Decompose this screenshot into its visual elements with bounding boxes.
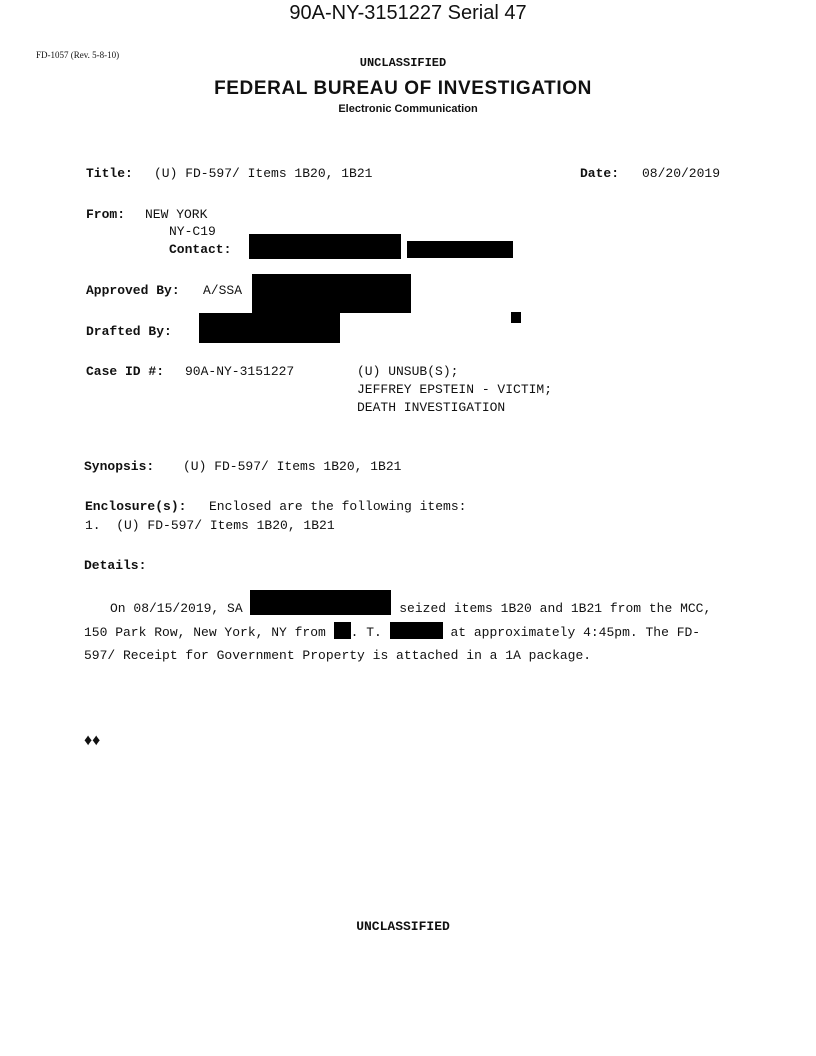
redaction-drafter <box>199 313 340 343</box>
drafted-by-label: Drafted By: <box>86 324 172 339</box>
contact-label: Contact: <box>169 242 232 257</box>
date-value: 08/20/2019 <box>642 166 721 181</box>
enclosures-intro: Enclosed are the following items: <box>209 499 467 514</box>
redaction-contact-name <box>249 234 401 259</box>
synopsis-label: Synopsis: <box>84 459 155 474</box>
redaction-approver <box>252 274 411 313</box>
approved-by-value: A/SSA <box>203 283 243 298</box>
approved-by-label: Approved By: <box>86 283 180 298</box>
details-text-3: . T. <box>350 624 390 640</box>
redaction-agent-name <box>250 590 391 615</box>
synopsis-value: (U) FD-597/ Items 1B20, 1B21 <box>183 459 402 474</box>
redaction-inmate-name <box>390 622 443 639</box>
details-text-4: at approximately 4:45pm. The FD-597/ Receipt for Government Property is attached in a 1A package. <box>84 624 701 663</box>
agency-title: FEDERAL BUREAU OF INVESTIGATION <box>214 78 592 99</box>
document-serial-header: 90A-NY-3151227 Serial 47 <box>289 2 527 24</box>
case-caption-line-3: DEATH INVESTIGATION <box>357 400 506 415</box>
case-caption-line-1: (U) UNSUB(S); <box>357 364 459 379</box>
case-id-label: Case ID #: <box>86 364 165 379</box>
bullet-marks: ♦♦ <box>84 732 101 749</box>
from-office: NEW YORK <box>145 207 208 222</box>
form-number: FD-1057 (Rev. 5-8-10) <box>36 50 120 60</box>
enclosures-label: Enclosure(s): <box>85 499 187 514</box>
document-type: Electronic Communication <box>338 103 478 115</box>
case-id-value: 90A-NY-3151227 <box>185 364 295 379</box>
classification-top: UNCLASSIFIED <box>359 56 447 70</box>
enclosure-item: 1. (U) FD-597/ Items 1B20, 1B21 <box>85 518 335 533</box>
redaction-contact-phone <box>407 241 513 258</box>
title-label: Title: <box>86 166 133 181</box>
date-label: Date: <box>580 166 620 181</box>
details-label: Details: <box>84 558 147 573</box>
details-text-2: seized items 1B20 and 1B21 from the MCC, 150 Park Row, New York, NY from <box>84 601 712 640</box>
details-text-1: On 08/15/2019, SA <box>110 601 251 616</box>
redaction-inmate-initial <box>334 622 351 639</box>
title-value: (U) FD-597/ Items 1B20, 1B21 <box>154 166 373 181</box>
from-squad: NY-C19 <box>169 224 216 239</box>
redaction-mark <box>511 312 521 323</box>
case-caption-line-2: JEFFREY EPSTEIN - VICTIM; <box>357 382 553 397</box>
details-paragraph <box>84 590 724 668</box>
classification-bottom: UNCLASSIFIED <box>356 919 450 934</box>
from-label: From: <box>86 207 126 222</box>
